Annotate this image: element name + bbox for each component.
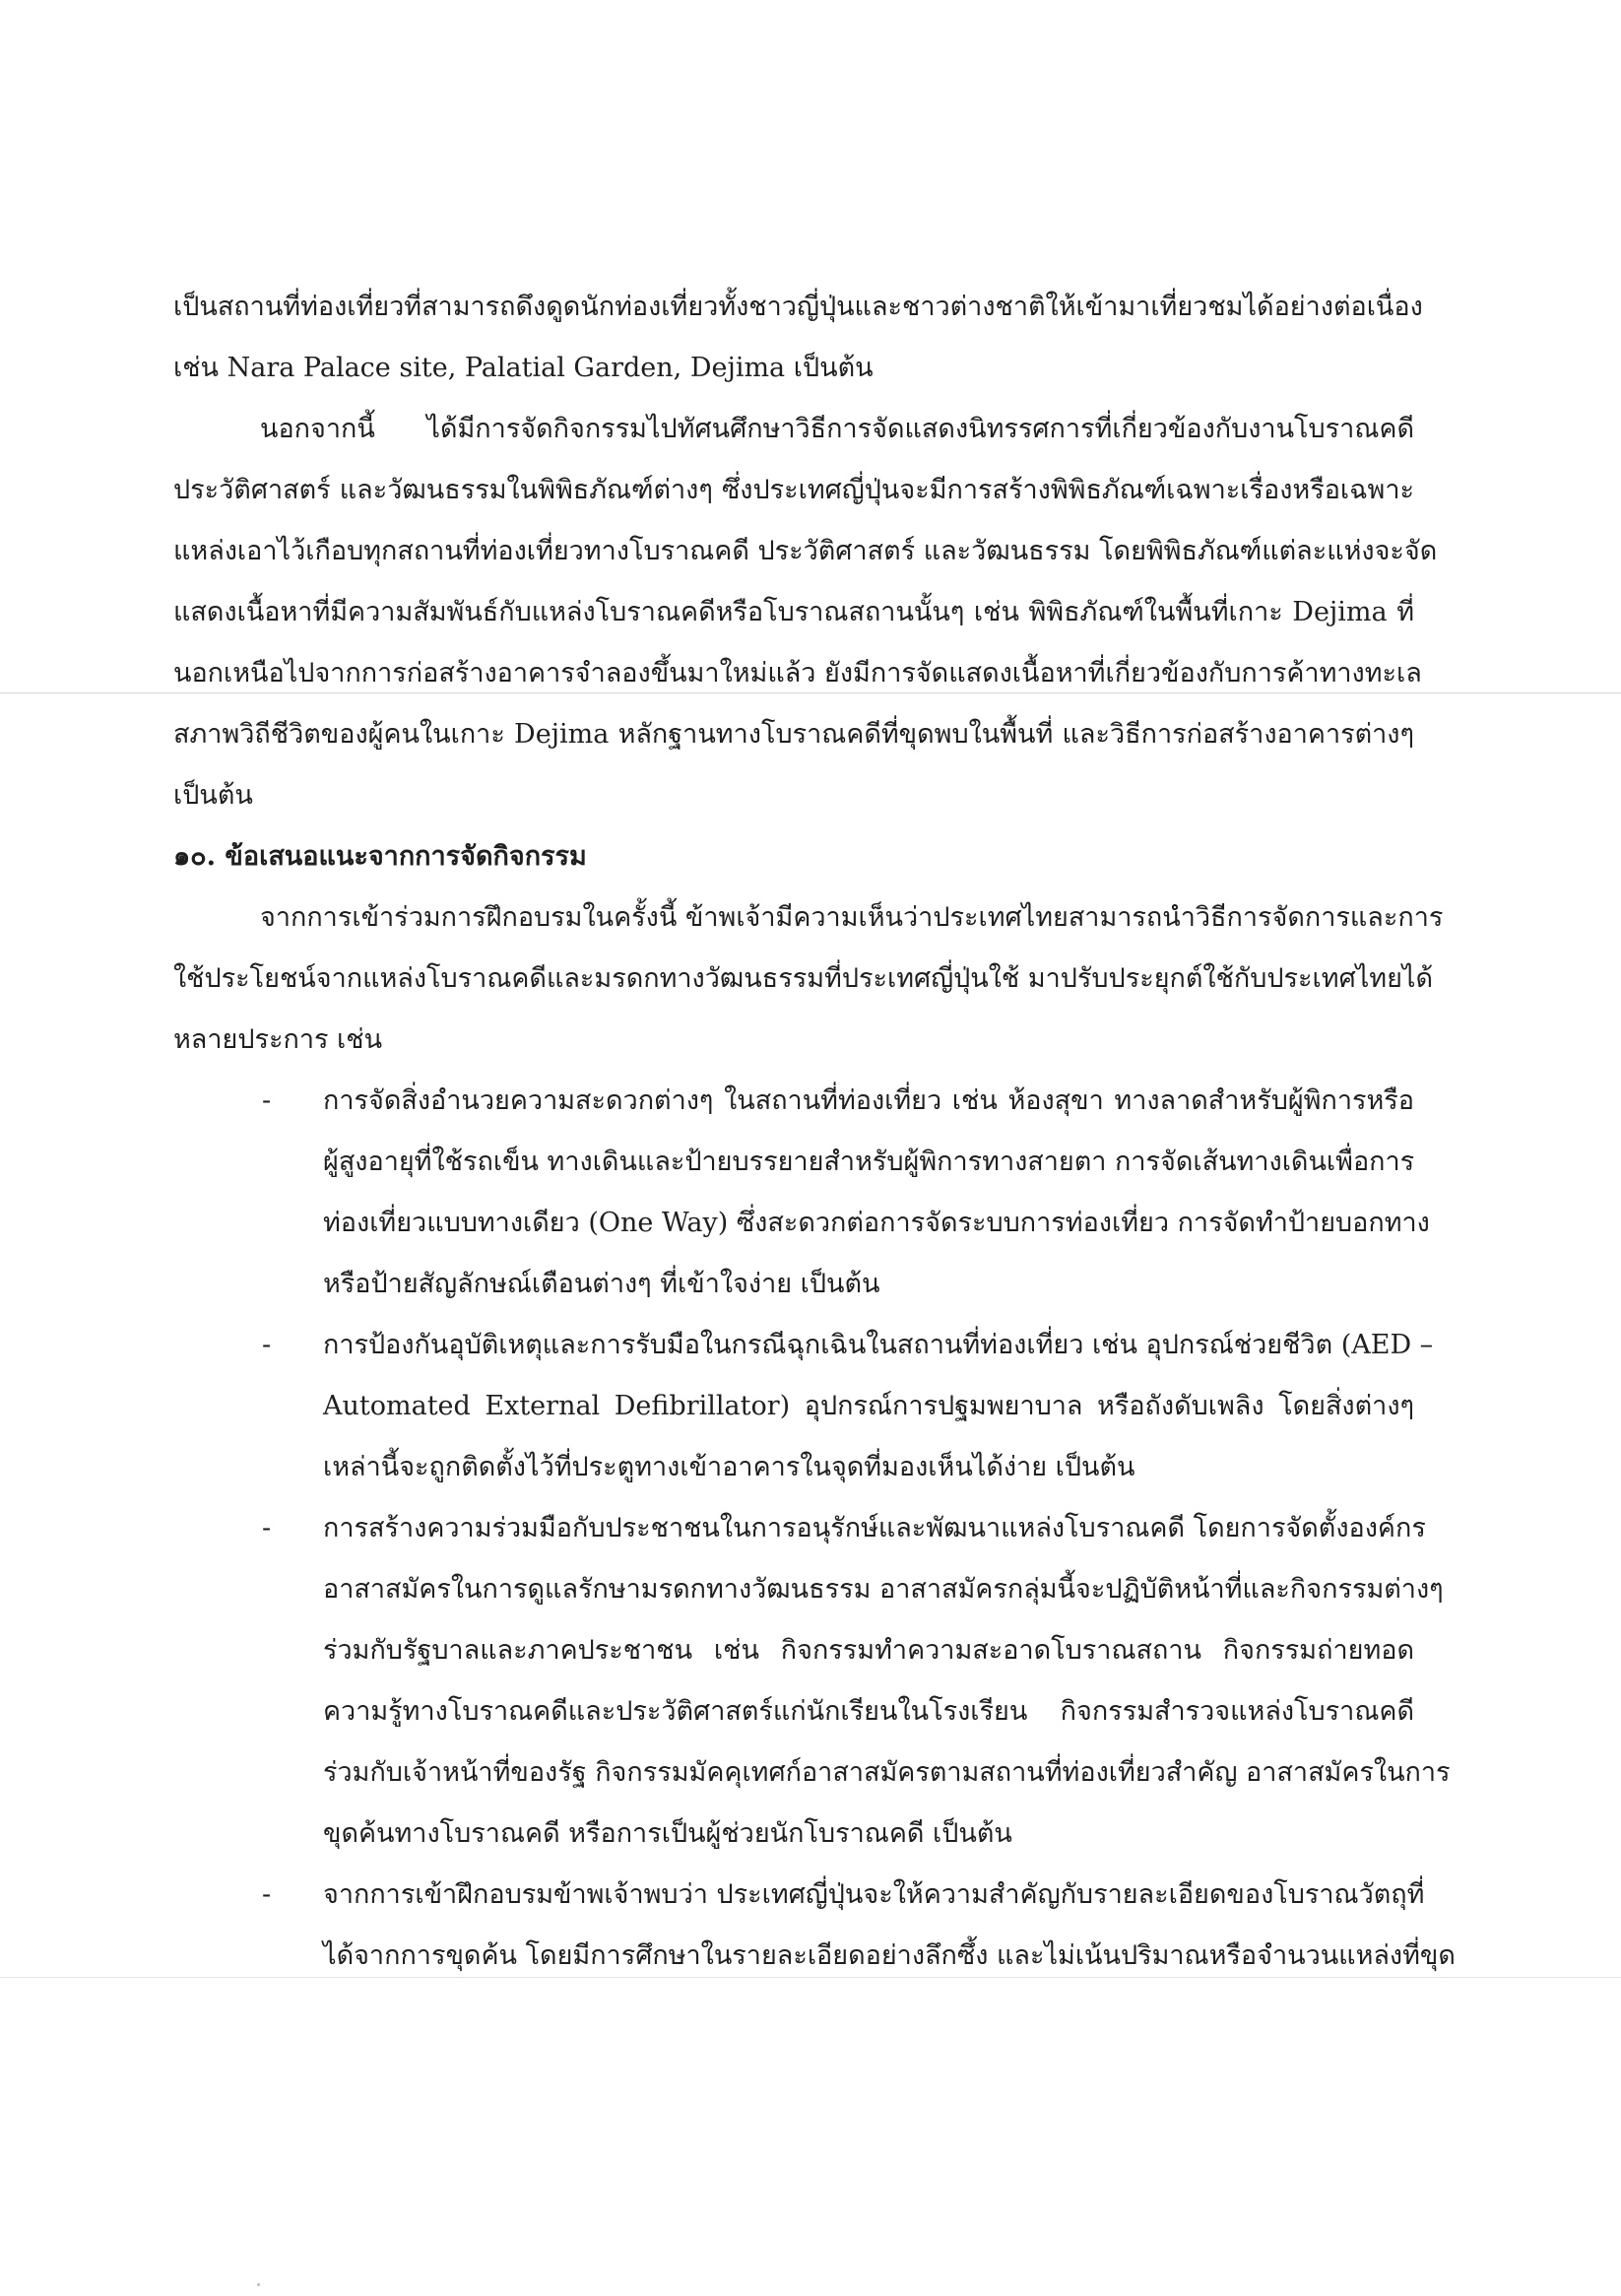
text-line: ใช้ประโยชน์จากแหล่งโบราณคดีและมรดกทางวัฒนธรรมที่ประเทศญี่ปุ่นใช้ มาปรับประยุกต์ใช้กับประเทศไทยได้ [173,963,1434,994]
bullet-item-line [173,1865,1425,1926]
bullet-text: จากการเข้าฝึกอบรมข้าพเจ้าพบว่า ประเทศญี่ปุ่นจะให้ความสำคัญกับรายละเอียดของโบราณวัตถุที่ [323,1879,1425,1910]
bullet-marker: - [262,1085,272,1116]
text-line: นอกจากนี้ ได้มีการจัดกิจกรรมไปทัศนศึกษาวิธีการจัดแสดงนิทรรศการที่เกี่ยวข้องกับงานโบราณคดี [260,414,1414,444]
document-body [173,277,1456,1987]
bullet-text: อาสาสมัครในการดูแลรักษามรดกทางวัฒนธรรม อาสาสมัครกลุ่มนี้จะปฏิบัติหน้าที่และกิจกรรมต่างๆ [323,1574,1444,1605]
text-line: แหล่งเอาไว้เกือบทุกสถานที่ท่องเที่ยวทางโบราณคดี ประวัติศาสตร์ และวัฒนธรรม โดยพิพิธภัณฑ์แต่ละแห่งจะจัด [173,536,1438,566]
text-line: เป็นสถานที่ท่องเที่ยวที่สามารถดึงดูดนักท่องเที่ยวทั้งชาวญี่ปุ่นและชาวต่างชาติให้เข้ามาเที่ยวชมได้อย่างต่อเนื่อง [173,292,1423,322]
bullet-item-line [173,1315,1434,1376]
bullet-item-line [173,1498,1426,1559]
text-line: นอกเหนือไปจากการก่อสร้างอาคารจำลองขึ้นมาใหม่แล้ว ยังมีการจัดแสดงเนื้อหาที่เกี่ยวข้องกับการค้าทางทะเล [173,658,1422,689]
bullet-marker: - [262,1513,272,1543]
text-line: แสดงเนื้อหาที่มีความสัมพันธ์กับแหล่งโบราณคดีหรือโบราณสถานนั้นๆ เช่น พิพิธภัณฑ์ในพื้นที่เกาะ Dejima ที่ [173,597,1414,627]
bullet-item-line [173,1071,1414,1132]
text-line: เช่น Nara Palace site, Palatial Garden, Dejima เป็นต้น [173,353,874,383]
text-line: ประวัติศาสตร์ และวัฒนธรรมในพิพิธภัณฑ์ต่างๆ ซึ่งประเทศญี่ปุ่นจะมีการสร้างพิพิธภัณฑ์เฉพาะเรื่องหรือเฉพาะ [173,475,1414,505]
text-line: สภาพวิถีชีวิตของผู้คนในเกาะ Dejima หลักฐานทางโบราณคดีที่ขุดพบในพื้นที่ และวิธีการก่อสร้างอาคารต่างๆ [173,719,1414,750]
bullet-marker: - [262,1330,272,1360]
section-heading: ๑๐. ข้อเสนอแนะจากการจัดกิจกรรม [173,841,587,872]
bullet-text: หรือป้ายสัญลักษณ์เตือนต่างๆ ที่เข้าใจง่าย เป็นต้น [323,1269,880,1299]
bullet-text: ท่องเที่ยวแบบทางเดียว (One Way) ซึ่งสะดวกต่อการจัดระบบการท่องเที่ยว การจัดทำป้ายบอกทาง [323,1208,1430,1238]
text-line: จากการเข้าร่วมการฝึกอบรมในครั้งนี้ ข้าพเจ้ามีความเห็นว่าประเทศไทยสามารถนำวิธีการจัดการและการ [260,902,1444,933]
bullet-text: ผู้สูงอายุที่ใช้รถเข็น ทางเดินและป้ายบรรยายสำหรับผู้พิการทางสายตา การจัดเส้นทางเดินเพื่อการ [323,1147,1415,1177]
bullet-text: Automated External Defibrillator) อุปกรณ์การปฐมพยาบาล หรือถังดับเพลิง โดยสิ่งต่างๆ [323,1391,1414,1421]
bullet-text: ร่วมกับเจ้าหน้าที่ของรัฐ กิจกรรมมัคคุเทศก์อาสาสมัครตามสถานที่ท่องเที่ยวสำคัญ อาสาสมัครในการ [323,1757,1451,1788]
bullet-text: การจัดสิ่งอำนวยความสะดวกต่างๆ ในสถานที่ท่องเที่ยว เช่น ห้องสุขา ทางลาดสำหรับผู้พิการหรือ [323,1085,1414,1116]
bullet-text: ขุดค้นทางโบราณคดี หรือการเป็นผู้ช่วยนักโบราณคดี เป็นต้น [323,1818,1012,1849]
bullet-marker: - [262,1879,272,1910]
bullet-text: ร่วมกับรัฐบาลและภาคประชาชน เช่น กิจกรรมทำความสะอาดโบราณสถาน กิจกรรมถ่ายทอด [323,1635,1414,1666]
scan-speck [257,2283,260,2286]
bullet-text: เหล่านี้จะถูกติดตั้งไว้ที่ประตูทางเข้าอาคารในจุดที่มองเห็นได้ง่าย เป็นต้น [323,1452,1135,1482]
bullet-text: การป้องกันอุบัติเหตุและการรับมือในกรณีฉุกเฉินในสถานที่ท่องเที่ยว เช่น อุปกรณ์ช่วยชีวิต (AED – [323,1330,1434,1360]
text-line: เป็นต้น [173,780,253,811]
bullet-text: ได้จากการขุดค้น โดยมีการศึกษาในรายละเอียดอย่างลึกซึ้ง และไม่เน้นปริมาณหรือจำนวนแหล่งที่ขุด [323,1940,1456,1971]
bullet-text: การสร้างความร่วมมือกับประชาชนในการอนุรักษ์และพัฒนาแหล่งโบราณคดี โดยการจัดตั้งองค์กร [323,1513,1426,1543]
bullet-text: ความรู้ทางโบราณคดีและประวัติศาสตร์แก่นักเรียนในโรงเรียน กิจกรรมสำรวจแหล่งโบราณคดี [323,1696,1414,1727]
text-line: หลายประการ เช่น [173,1024,383,1055]
